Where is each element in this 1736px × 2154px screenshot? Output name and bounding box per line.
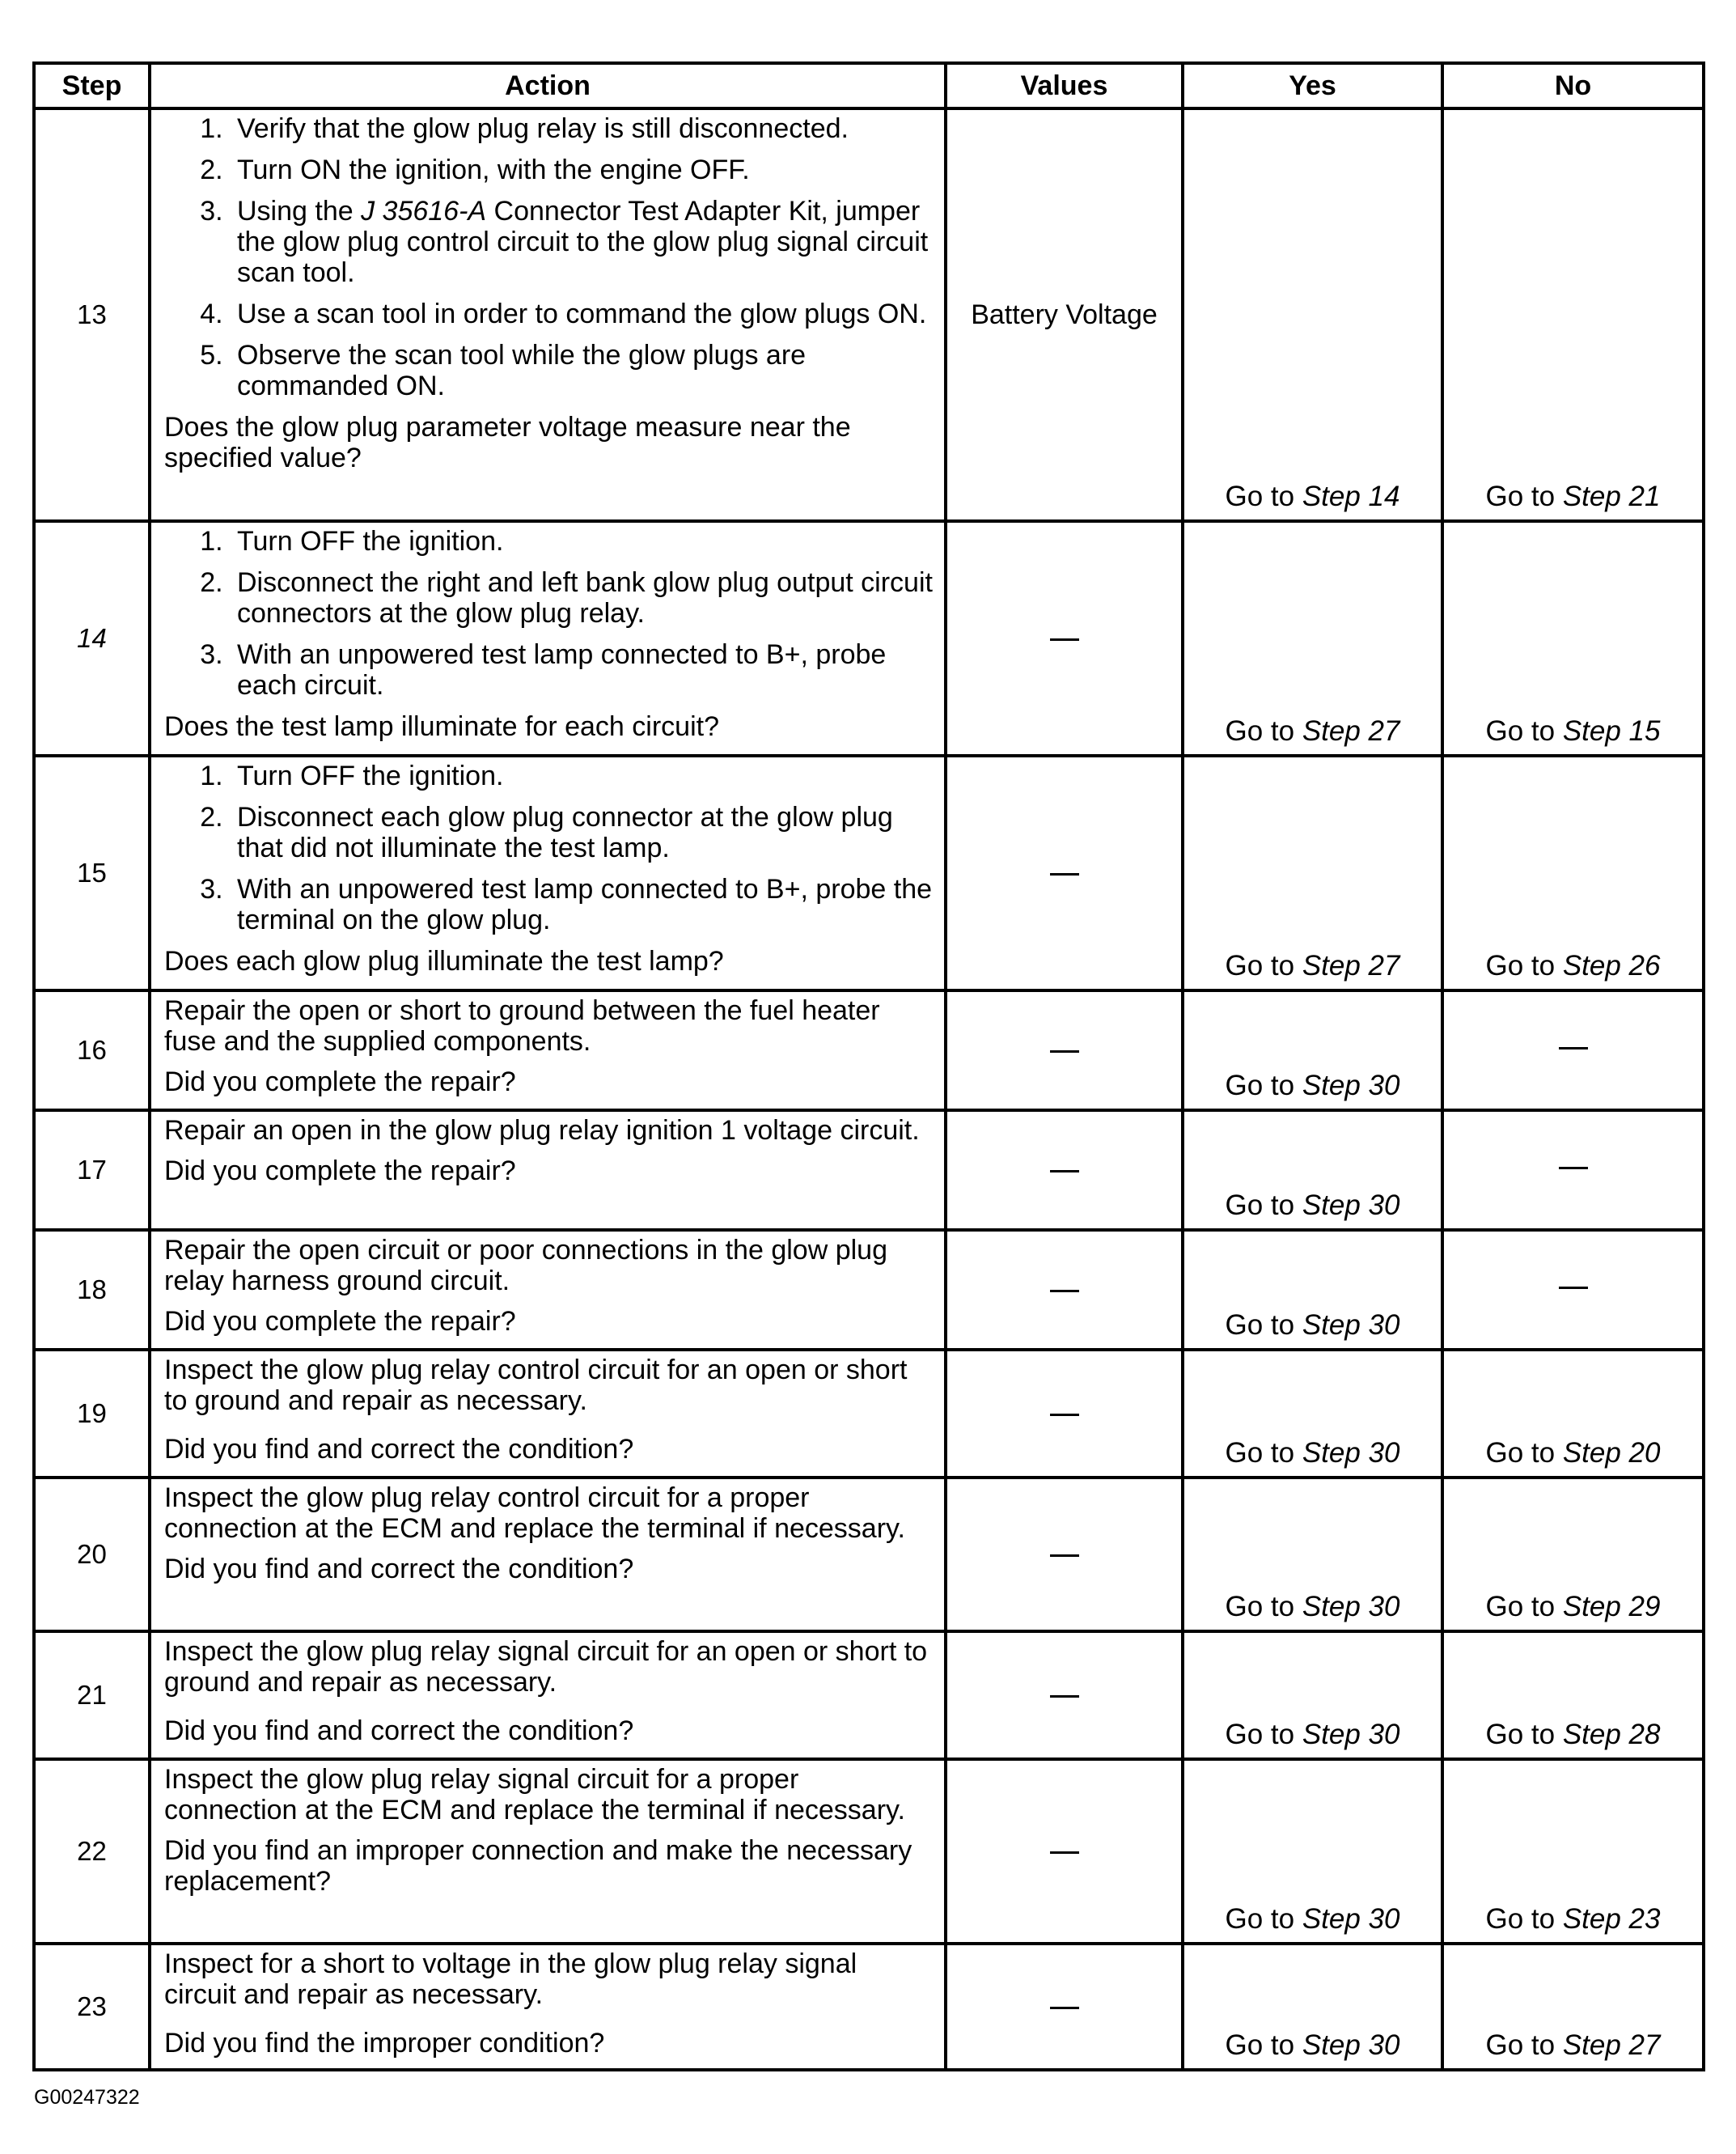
procedure-step: [231, 526, 934, 557]
header-no: No: [1442, 63, 1704, 108]
question-text: Does the test lamp illuminate for each circuit?: [164, 711, 719, 742]
go-to-text: Go to: [1225, 1437, 1302, 1469]
dash-mark: [1050, 638, 1079, 641]
dash-mark: [1050, 1851, 1079, 1854]
figure-id: G00247322: [34, 2086, 140, 2109]
table-row: [34, 1350, 1704, 1478]
action-text: Inspect the glow plug relay signal circuit for a proper connection at the ECM and replace the terminal if necessary.: [164, 1764, 905, 1825]
action-text: Repair the open circuit or poor connections in the glow plug relay harness ground circuit.: [164, 1235, 887, 1296]
values-text: Battery Voltage: [971, 299, 1158, 330]
values-cell: [946, 1759, 1183, 1944]
go-to-text: Go to: [1225, 1070, 1302, 1101]
procedure-step: [231, 567, 934, 629]
header-yes: Yes: [1183, 63, 1442, 108]
step-link: Step 28: [1562, 1719, 1661, 1750]
go-to-text: Go to: [1225, 1903, 1302, 1935]
dash-mark: [1050, 1050, 1079, 1053]
step-link: Step 20: [1562, 1437, 1661, 1469]
procedure-text: With an unpowered test lamp connected to B+, probe each circuit.: [237, 639, 887, 701]
step-number: 17: [34, 1110, 150, 1230]
action-cell: [150, 108, 946, 521]
no-cell: [1442, 1759, 1704, 1944]
step-link: Step 27: [1302, 950, 1400, 982]
action-cell: [150, 1631, 946, 1759]
go-to-text: Go to: [1225, 1189, 1302, 1221]
action-text: Inspect for a short to voltage in the glow plug relay signal circuit and repair as necessary.: [164, 1948, 857, 2010]
values-cell: [946, 756, 1183, 990]
header-values: Values: [946, 63, 1183, 108]
go-to-text: Go to: [1485, 715, 1563, 747]
action-text: Inspect the glow plug relay control circuit for an open or short to ground and repair as necessary.: [164, 1355, 908, 1416]
dash-mark: [1559, 1287, 1588, 1289]
procedure-text: Observe the scan tool while the glow plugs are commanded ON.: [237, 340, 807, 401]
no-cell: [1442, 521, 1704, 756]
yes-cell: [1183, 1350, 1442, 1478]
yes-cell: [1183, 1230, 1442, 1350]
step-number: 19: [34, 1350, 150, 1478]
procedure-step: [231, 761, 934, 791]
values-cell: [946, 990, 1183, 1110]
procedure-step: [231, 639, 934, 701]
procedure-step: [231, 299, 934, 329]
action-cell: [150, 1944, 946, 2070]
procedure-step: [231, 802, 934, 863]
procedure-text: Using the: [237, 196, 362, 227]
action-cell: [150, 1478, 946, 1631]
action-text: Inspect the glow plug relay signal circuit for an open or short to ground and repair as necessary.: [164, 1636, 928, 1698]
procedure-list: [164, 526, 934, 701]
step-number: 21: [34, 1631, 150, 1759]
table-row: [34, 1110, 1704, 1230]
question-text: Did you find and correct the condition?: [164, 1434, 634, 1465]
table-row: [34, 1478, 1704, 1631]
procedure-step: [231, 155, 934, 185]
header-action: Action: [150, 63, 946, 108]
go-to-text: Go to: [1225, 715, 1302, 747]
procedure-text: Use a scan tool in order to command the glow plugs ON.: [237, 299, 927, 329]
go-to-text: Go to: [1225, 2029, 1302, 2061]
question-text: Did you complete the repair?: [164, 1155, 516, 1186]
step-number: 23: [34, 1944, 150, 2070]
yes-cell: [1183, 1631, 1442, 1759]
procedure-step: [231, 196, 934, 288]
question-text: Did you complete the repair?: [164, 1306, 516, 1337]
values-cell: [946, 108, 1183, 521]
go-to-text: Go to: [1485, 2029, 1563, 2061]
no-cell: [1442, 756, 1704, 990]
question-text: Did you find and correct the condition?: [164, 1715, 634, 1746]
table-body: [34, 108, 1704, 2070]
dash-mark: [1050, 1290, 1079, 1292]
step-number: 22: [34, 1759, 150, 1944]
procedure-text: Verify that the glow plug relay is still disconnected.: [237, 113, 849, 144]
go-to-text: Go to: [1225, 1309, 1302, 1341]
dash-mark: [1559, 1047, 1588, 1049]
procedure-step: [231, 113, 934, 144]
question-text: Does the glow plug parameter voltage measure near the specified value?: [164, 412, 851, 473]
step-number: 15: [34, 756, 150, 990]
question-text: Did you complete the repair?: [164, 1066, 516, 1097]
action-text: Repair the open or short to ground between the fuel heater fuse and the supplied components.: [164, 995, 880, 1057]
go-to-text: Go to: [1485, 950, 1563, 982]
go-to-text: Go to: [1485, 481, 1563, 512]
yes-cell: [1183, 521, 1442, 756]
yes-cell: [1183, 1759, 1442, 1944]
table-row: [34, 1759, 1704, 1944]
step-link: Step 15: [1562, 715, 1661, 747]
step-number: 14: [34, 521, 150, 756]
step-number: 16: [34, 990, 150, 1110]
procedure-text: Disconnect the right and left bank glow plug output circuit connectors at the glow plug relay.: [237, 567, 933, 629]
procedure-list: [164, 761, 934, 935]
table-row: [34, 108, 1704, 521]
action-text: Inspect the glow plug relay control circuit for a proper connection at the ECM and replace the terminal if necessary.: [164, 1482, 905, 1544]
procedure-text: Connector Test Adapter Kit, jumper the glow plug control circuit to the glow plug signal circuit scan tool.: [237, 196, 929, 288]
table-row: [34, 521, 1704, 756]
step-link: Step 14: [1302, 481, 1400, 512]
step-number: 20: [34, 1478, 150, 1631]
step-link: Step 21: [1562, 481, 1661, 512]
step-link: Step 30: [1302, 1903, 1400, 1935]
procedure-step: [231, 340, 934, 401]
values-cell: [946, 1631, 1183, 1759]
dash-mark: [1050, 2007, 1079, 2009]
step-link: Step 27: [1562, 2029, 1661, 2061]
dash-mark: [1050, 1695, 1079, 1698]
go-to-text: Go to: [1225, 1719, 1302, 1750]
tool-code: J 35616-A: [361, 196, 487, 227]
step-link: Step 23: [1562, 1903, 1661, 1935]
yes-cell: [1183, 756, 1442, 990]
table-row: [34, 1631, 1704, 1759]
go-to-text: Go to: [1485, 1437, 1563, 1469]
step-link: Step 30: [1302, 1437, 1400, 1469]
procedure-step: [231, 874, 934, 935]
values-cell: [946, 1110, 1183, 1230]
question-text: Did you find the improper condition?: [164, 2028, 605, 2059]
go-to-text: Go to: [1485, 1903, 1563, 1935]
question-text: Did you find and correct the condition?: [164, 1554, 634, 1584]
values-cell: [946, 1944, 1183, 2070]
yes-cell: [1183, 108, 1442, 521]
action-text: Repair an open in the glow plug relay ignition 1 voltage circuit.: [164, 1115, 920, 1146]
procedure-text: Turn OFF the ignition.: [237, 761, 504, 791]
no-cell: [1442, 108, 1704, 521]
yes-cell: [1183, 990, 1442, 1110]
go-to-text: Go to: [1225, 950, 1302, 982]
no-cell: [1442, 990, 1704, 1110]
step-link: Step 27: [1302, 715, 1400, 747]
procedure-text: With an unpowered test lamp connected to B+, probe the terminal on the glow plug.: [237, 874, 933, 935]
step-number: 13: [34, 108, 150, 521]
table-row: [34, 1944, 1704, 2070]
no-cell: [1442, 1478, 1704, 1631]
step-link: Step 30: [1302, 1070, 1400, 1101]
dash-mark: [1050, 873, 1079, 876]
step-link: Step 26: [1562, 950, 1661, 982]
action-cell: [150, 1350, 946, 1478]
dash-mark: [1050, 1170, 1079, 1172]
go-to-text: Go to: [1485, 1591, 1563, 1622]
values-cell: [946, 521, 1183, 756]
procedure-list: [164, 113, 934, 401]
step-link: Step 29: [1562, 1591, 1661, 1622]
no-cell: [1442, 1944, 1704, 2070]
go-to-text: Go to: [1225, 1591, 1302, 1622]
action-cell: [150, 1230, 946, 1350]
table-row: [34, 756, 1704, 990]
go-to-text: Go to: [1485, 1719, 1563, 1750]
no-cell: [1442, 1230, 1704, 1350]
no-cell: [1442, 1110, 1704, 1230]
step-link: Step 30: [1302, 1591, 1400, 1622]
dash-mark: [1559, 1167, 1588, 1169]
table-row: [34, 1230, 1704, 1350]
action-cell: [150, 1110, 946, 1230]
yes-cell: [1183, 1944, 1442, 2070]
go-to-text: Go to: [1225, 481, 1302, 512]
action-cell: [150, 1759, 946, 1944]
step-link: Step 30: [1302, 1309, 1400, 1341]
no-cell: [1442, 1350, 1704, 1478]
table-row: [34, 990, 1704, 1110]
no-cell: [1442, 1631, 1704, 1759]
diagnostic-table: [32, 61, 1705, 2071]
procedure-text: Disconnect each glow plug connector at the glow plug that did not illuminate the test lamp.: [237, 802, 893, 863]
values-cell: [946, 1478, 1183, 1631]
step-number: 18: [34, 1230, 150, 1350]
values-cell: [946, 1230, 1183, 1350]
question-text: Does each glow plug illuminate the test lamp?: [164, 946, 724, 977]
header-row: [34, 63, 1704, 108]
yes-cell: [1183, 1110, 1442, 1230]
procedure-text: Turn ON the ignition, with the engine OFF.: [237, 155, 750, 185]
values-cell: [946, 1350, 1183, 1478]
dash-mark: [1050, 1554, 1079, 1557]
action-cell: [150, 756, 946, 990]
header-step: Step: [34, 63, 150, 108]
yes-cell: [1183, 1478, 1442, 1631]
procedure-text: Turn OFF the ignition.: [237, 526, 504, 557]
step-link: Step 30: [1302, 1189, 1400, 1221]
question-text: Did you find an improper connection and make the necessary replacement?: [164, 1835, 912, 1897]
action-cell: [150, 990, 946, 1110]
dash-mark: [1050, 1414, 1079, 1416]
step-link: Step 30: [1302, 2029, 1400, 2061]
action-cell: [150, 521, 946, 756]
step-link: Step 30: [1302, 1719, 1400, 1750]
